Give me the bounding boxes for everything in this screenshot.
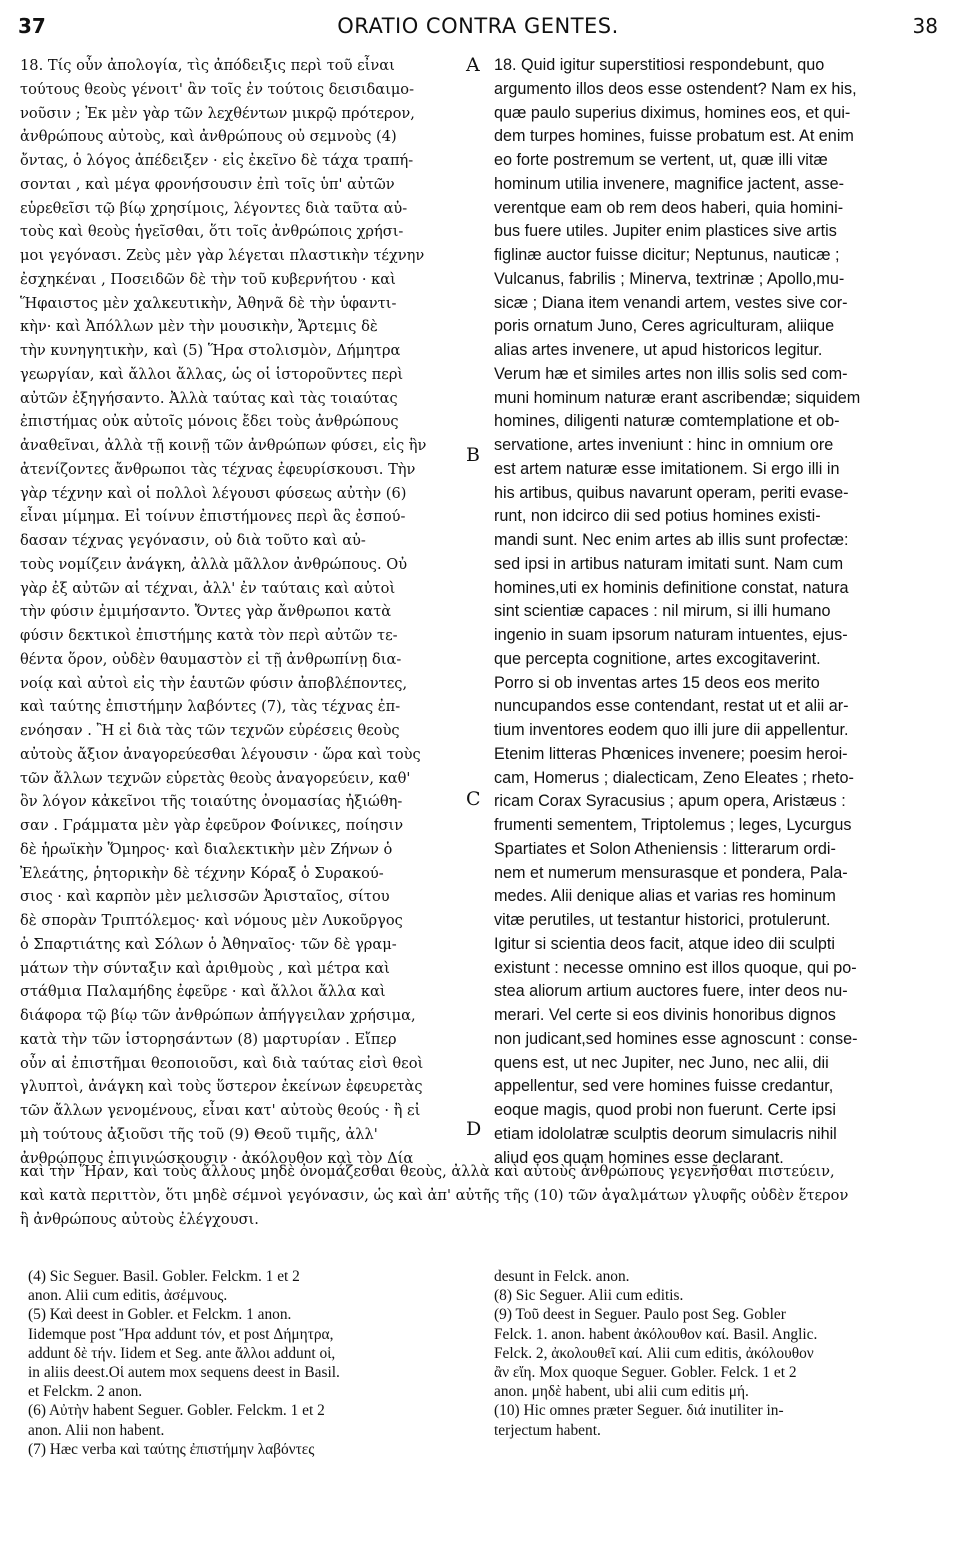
footnote-line: addunt δὲ τήν. Iidem et Seg. ante ἄλλοι addunt οἱ, — [28, 1344, 336, 1362]
footnote-line: anon. Alii non habent. — [28, 1421, 165, 1439]
footnote-line: (10) Hic omnes præter Seguer. διά inutiliter in- — [494, 1402, 784, 1420]
greek-text-line: τοὺς νομίζειν ἀνάγκη, ἀλλὰ μᾶλλον ἀνθρώπους. Οὐ — [20, 555, 408, 573]
latin-text-line: existunt : necesse omnino est illos quoque, qui po- — [494, 958, 857, 977]
latin-text-line: medes. Alii denique alias et varias res hominum — [494, 887, 836, 906]
greek-text-line: ὁ Σπαρτιάτης καὶ Σόλων ὁ Ἀθηναῖος· τῶν δὲ γραμ- — [20, 935, 397, 953]
greek-text-line: εἶναι μίμημα. Εἰ τοίνυν ἐπιστήμονες περὶ ἃς ἐσπού- — [20, 508, 406, 526]
greek-text-line: τῶν ἄλλων τεχνῶν εὑρετὰς θεοὺς ἀναγορεύειν, καθ' — [20, 769, 411, 787]
latin-text-line: ricam Corax Syracusius ; apum opera, Aristæus : — [494, 792, 846, 811]
latin-text-line: vitæ perutiles, ut testantur historici, protulerunt. — [494, 911, 831, 929]
greek-text-column — [20, 54, 462, 1170]
latin-text-line: eoque magis, quod probi non fuerunt. Certe ipsi — [494, 1101, 836, 1119]
latin-text-line: appellentur, sed vere homines fuisse credantur, — [494, 1077, 834, 1096]
greek-text-line: γὰρ τέχνην καὶ οἱ πολλοὶ λέγουσι φύσεως αὐτὴν (6) — [20, 484, 407, 502]
greek-text-line: ἀτενίζοντες ἄνθρωποι τὰς τέχνας ἐφευρίσκουσι. Τὴν — [20, 460, 416, 478]
latin-text-line: frumenti sementem, Triptolemus ; leges, Lycurgus — [494, 816, 852, 834]
latin-text-line: verentque eam ob rem deos haberi, quia homini- — [494, 198, 844, 217]
footnote-line: anon. μηδὲ habent, ubi alii cum editis μή. — [494, 1383, 749, 1401]
footnotes-right-column — [494, 1267, 939, 1440]
section-marker-b: B — [466, 444, 480, 466]
greek-text-line: ἐπιστήμας οὐκ αὐτοῖς μόνοις ἔδει τοὺς ἀνθρώπους — [20, 413, 399, 431]
latin-text-line: sicæ ; Diana item venandi artem, vestes sive cor- — [494, 293, 848, 312]
latin-text-line: quens est, ut nec Jupiter, nec Juno, nec alii, dii — [494, 1053, 829, 1072]
footnote-line: (8) Sic Seguer. Alii cum editis. — [494, 1287, 684, 1305]
greek-text-line: γὰρ ἐξ αὐτῶν αἱ τέχναι, ἀλλ' ἐν ταύταις καὶ αὐτοὶ — [20, 579, 396, 597]
footnote-line: ἂν εἴη. Mox quoque Seguer. Gobler. Felck. 1 et 2 — [494, 1363, 797, 1381]
running-header — [18, 14, 938, 44]
latin-text-line: merari. Vel certe si eos divinis honoribus dignos — [494, 1006, 836, 1024]
greek-text-line: ἀνθρώπους ἐπιγινώσκουσιν · ἀκόλουθον καὶ τὸν Δία — [20, 1149, 414, 1167]
latin-text-line: mandi sunt. Nec enim artes ab illis sunt profectæ: — [494, 531, 849, 549]
latin-text-line: ingenio in suam ipsorum naturam intuentes, ejus- — [494, 626, 848, 644]
latin-text-line: Spartiates et Solon Atheniensis : litterarum ordi- — [494, 839, 836, 858]
footnote-line: (5) Καὶ deest in Gobler. et Felckm. 1 anon. — [28, 1306, 292, 1324]
latin-text-line: homines,uti ex hominis definitione constat, natura — [494, 578, 849, 597]
footnote-line: (9) Τοῦ deest in Seguer. Paulo post Seg. Gobler — [494, 1306, 786, 1324]
latin-text-line: cam, Homerus ; dialecticam, Zeno Eleates ; rheto- — [494, 768, 854, 787]
latin-text-line: poris ornatum Juno, Ceres agriculturam, aliique — [494, 317, 835, 336]
greek-continuation-line: καὶ κατὰ περιττὸν, ὅτι μηδὲ σέμνοὶ γεγόνασιν, ὡς καὶ ἀπ' αὐτῆς τῆς (10) τῶν ἀγαλμάτων γλυφῆς οὐδὲν ἕτερον — [20, 1186, 849, 1204]
greek-text-line: ενόησαν . Ἢ εἰ διὰ τὰς τῶν τεχνῶν εὑρέσεις θεοὺς — [20, 722, 400, 739]
greek-continuation-line: ἢ ἀνθρώπους αὐτοὺς ἐλέγχουσι. — [20, 1210, 259, 1228]
greek-full-width-continuation — [20, 1160, 938, 1231]
footnote-line: desunt in Felck. anon. — [494, 1268, 630, 1285]
greek-text-line: φύσιν δεκτικοὶ ἐπιστήμης κατὰ τὸν περὶ αὐτῶν τε- — [20, 627, 398, 644]
section-marker-a: A — [466, 54, 480, 76]
latin-text-line: 18. Quid igitur superstitiosi respondebunt, quo — [494, 56, 825, 74]
margin-section-markers — [462, 54, 490, 1174]
latin-text-line: figlinæ auctor fuisse dicitur; Neptunus, nauticæ ; — [494, 246, 840, 264]
latin-text-line: runt, non idcirco dii sed potius homines existi- — [494, 507, 821, 526]
page-number-right: 38 — [912, 14, 938, 38]
running-title: ORATIO CONTRA GENTES. — [337, 14, 619, 38]
greek-continuation-line: καὶ τὴν Ἥραν, καὶ τοὺς ἄλλους μηδὲ ὀνομάζεσθαι θεοὺς, ἀλλὰ καὶ αὐτοὺς ἀνθρώπους γεγενῆσθαι πιστεύειν, — [20, 1163, 835, 1180]
latin-text-column — [494, 54, 939, 1170]
latin-text-line: est artem naturæ esse imitationem. Si ergo illi in — [494, 459, 840, 478]
latin-text-line: hominum utilia invenere, magnifice jactent, asse- — [494, 174, 844, 193]
section-marker-d: D — [466, 1118, 482, 1140]
greek-text-line: αὐτῶν ἐξηγήσαντο. Ἀλλὰ ταύτας καὶ τὰς τοιαύτας — [20, 389, 398, 407]
greek-text-line: μὴ τούτους ἀξιοῦσι τῆς τοῦ (9) Θεοῦ τιμῆς, ἀλλ' — [20, 1125, 378, 1143]
greek-text-line: Ἥφαιστος μὲν χαλκευτικὴν, Ἀθηνᾶ δὲ τὴν ὑφαντι- — [20, 294, 397, 312]
greek-text-line: αὐτοὺς ἄξιον ἀναγορεύεσθαι λέγουσιν · ὥρα καὶ τοὺς — [20, 745, 421, 763]
greek-text-line: εὑρεθεῖσι τῷ βίῳ χρησίμοις, λέγοντες διὰ ταῦτα αὐ- — [20, 199, 408, 217]
latin-text-line: his artibus, quibus navarunt operam, periti evase- — [494, 483, 849, 502]
greek-text-line: νοῦσιν ; Ἐκ μὲν γὰρ τῶν λεχθέντων μικρῷ πρότερον, — [20, 104, 415, 122]
greek-text-line: στάθμια Παλαμήδης ἐφεῦρε · καὶ ἄλλοι ἄλλα καὶ — [20, 983, 386, 1001]
latin-text-line: sed ipsi in artibus naturam imitati sunt. Nam cum — [494, 554, 844, 573]
footnote-line: et Felckm. 2 anon. — [28, 1383, 143, 1401]
section-marker-c: C — [466, 788, 481, 810]
latin-text-line: que percepta cognitione, artes excogitaverint. — [494, 649, 821, 668]
greek-text-line: Ἐλεάτης, ῥητορικὴν δὲ τέχνην Κόραξ ὁ Συρακού- — [20, 864, 384, 882]
latin-text-line: non judicant,sed homines esse agnoscunt : conse- — [494, 1029, 858, 1048]
greek-text-line: ὃν λόγον κἀκεῖνοι τῆς τοιαύτης ὀνομασίας ἠξιώθη- — [20, 793, 403, 811]
footnote-line: anon. Alii cum editis, ἀσέμνους. — [28, 1287, 228, 1305]
greek-text-line: σιος · καὶ καρπὸν μὲν μελισσῶν Ἀρισταῖος, σίτου — [20, 888, 390, 906]
latin-text-line: nem et numerum mensurasque et pondera, Pala- — [494, 863, 848, 882]
greek-text-line: νοίᾳ καὶ αὐτοὶ εἰς τὴν ἑαυτῶν φύσιν ἀποβλέποντες, — [20, 674, 408, 692]
greek-text-line: ὄντας, ὁ λόγος ἀπέδειξεν · εἰς ἐκεῖνο δὲ τάχα τραπή- — [20, 152, 414, 169]
footnote-line: Felck. 2, ἀκολουθεῖ καί. Alii cum editis, ἀκόλουθον — [494, 1344, 814, 1362]
footnote-line: in aliis deest.Οἱ autem mox sequens deest in Basil. — [28, 1363, 340, 1381]
greek-text-line: γλυπτοὶ, ἀνάγκη καὶ τοὺς ὕστερον ἐκείνων ἐφευρετὰς — [20, 1078, 423, 1096]
greek-text-line: διάφορα τῷ βίῳ τῶν ἀνθρώπων ἀπήγγειλαν χρήσιμα, — [20, 1007, 416, 1024]
latin-text-line: dem turpes homines, fuisse probatum est. At enim — [494, 127, 854, 146]
latin-text-line: aliud eos quam homines esse declarant. — [494, 1148, 784, 1167]
greek-text-line: τὴν κυνηγητικὴν, καὶ (5) Ἥρα στολισμὸν, Δήμητρα — [20, 342, 401, 359]
latin-text-line: nuncupandos esse contendant, restat ut et alii ar- — [494, 697, 849, 716]
footnote-line: Felck. 1. anon. habent ἀκόλουθον καί. Basil. Anglic. — [494, 1325, 818, 1343]
latin-text-line: argumento illos deos esse ostendent? Nam ex his, — [494, 79, 857, 98]
greek-text-line: ἐσχηκέναι , Ποσειδῶν δὲ τὴν τοῦ κυβερνήτου · καὶ — [20, 270, 396, 288]
latin-text-line: Porro si ob inventas artes 15 deos eos merito — [494, 673, 820, 692]
greek-text-line: 18. Τίς οὖν ἀπολογία, τὶς ἀπόδειξις περὶ τοῦ εἶναι — [20, 57, 395, 74]
latin-text-line: homines, diligenti naturæ comtemplatione et ob- — [494, 412, 840, 431]
greek-text-line: ἀναθεῖναι, ἀλλὰ τῇ κοινῇ τῶν ἀνθρώπων φύσει, εἰς ἣν — [20, 437, 427, 454]
greek-text-line: θέντα ὅρον, οὐδὲν θαυμαστὸν εἰ τῇ ἀνθρωπίνῃ δια- — [20, 650, 402, 668]
greek-text-line: καὶ ταύτης ἐπιστήμην λαβόντες (7), τὰς τέχνας ἐπ- — [20, 698, 401, 716]
greek-text-line: οὖν αἱ ἐπιστῆμαι θεοποιοῦσι, καὶ διὰ ταύτας εἰσὶ θεοὶ — [20, 1054, 424, 1072]
greek-text-line: τῶν ἄλλων γενομένους, εἶναι κατ' αὐτοὺς θεούς · ἢ εἰ — [20, 1102, 421, 1119]
latin-text-line: muni hominum naturæ erant ascribendæ; siquidem — [494, 388, 861, 407]
greek-text-line: μάτων τὴν σύνταξιν καὶ ἀριθμοὺς , καὶ μέτρα καὶ — [20, 959, 390, 977]
latin-text-line: tium inventores eodem quo illi jure dii appellentur. — [494, 721, 849, 739]
greek-text-line: σονται , καὶ μέγα φρονήσουσιν ἐπὶ τοῖς ὑπ' αὐτῶν — [20, 175, 395, 193]
greek-text-line: δασαν τέχνας γεγόνασιν, οὐ διὰ τοῦτο καὶ αὐ- — [20, 532, 366, 549]
latin-text-line: Verum hæ et similes artes non illis solis sed com- — [494, 364, 848, 383]
footnote-line: (7) Hæc verba καὶ ταύτης ἐπιστήμην λαβόντες — [28, 1440, 315, 1458]
latin-text-line: etiam idololatræ sculptis deorum simulacris nihil — [494, 1124, 837, 1143]
greek-text-line: δὲ ἡρωϊκὴν Ὅμηρος· καὶ διαλεκτικὴν μὲν Ζήνων ὁ — [20, 840, 393, 858]
footnotes-left-column — [28, 1267, 478, 1459]
latin-text-line: bus fuere utiles. Jupiter enim plastices sive artis — [494, 222, 837, 241]
greek-text-line: δὲ σπορὰν Τριπτόλεμος· καὶ νόμους μὲν Λυκοῦργος — [20, 912, 403, 929]
greek-text-line: τοὺς καὶ θεοὺς ἡγεῖσθαι, ὅτι τοῖς ἀνθρώποις χρήσι- — [20, 223, 404, 241]
footnote-line: terjectum habent. — [494, 1421, 601, 1439]
greek-text-line: μοι γεγόνασι. Ζεὺς μὲν γὰρ λέγεται πλαστικὴν τέχνην — [20, 247, 425, 264]
latin-text-line: stea aliorum artium auctores fuere, inter deos nu- — [494, 982, 848, 1001]
greek-text-line: τούτους θεοὺς γένοιτ' ἂν τοῖς ἐν τούτοις δεισιδαιμο- — [20, 80, 415, 98]
latin-text-line: Etenim litteras Phœnices invenere; poesim heroi- — [494, 744, 848, 763]
latin-text-line: servatione, artes inveniunt : hinc in omnium ore — [494, 436, 834, 454]
latin-text-line: quæ paulo superius diximus, homines eos, et qui- — [494, 103, 851, 122]
footnote-line: (6) Αὐτὴν habent Seguer. Gobler. Felckm. 1 et 2 — [28, 1402, 325, 1420]
greek-text-line: τὴν φύσιν ἐμιμήσαντο. Ὄντες γὰρ ἄνθρωποι κατὰ — [20, 603, 392, 621]
greek-text-line: γεωργίαν, καὶ ἄλλοι ἄλλας, ὡς οἱ ἱστοροῦντες περὶ — [20, 365, 404, 383]
page-number-left: 37 — [18, 14, 46, 38]
greek-text-line: κὴν· καὶ Ἀπόλλων μὲν τὴν μουσικὴν, Ἄρτεμις δὲ — [20, 318, 378, 336]
greek-text-line: σαν . Γράμματα μὲν γὰρ ἐφεῦρον Φοίνικες, ποίησιν — [20, 817, 404, 834]
latin-text-line: sint scientiæ capaces : nil mirum, si illi humano — [494, 602, 831, 621]
footnote-line: (4) Sic Seguer. Basil. Gobler. Felckm. 1 et 2 — [28, 1268, 300, 1285]
latin-text-line: eo forte postremum se vertent, ut, quæ illi vitæ — [494, 151, 828, 169]
greek-text-line: ἀνθρώπους αὐτοὺς, καὶ ἀνθρώπους οὐ σεμνοὺς (4) — [20, 128, 397, 146]
latin-text-line: alias artes invenere, ut apud historicos legitur. — [494, 341, 823, 359]
footnote-line: Iidemque post Ἥρα addunt τόν, et post Δήμητρα, — [28, 1325, 334, 1343]
latin-text-line: Igitur si scientia deos facit, atque ideo dii sculpti — [494, 934, 836, 953]
latin-text-line: Vulcanus, fabrilis ; Minerva, textrinæ ; Apollo,mu- — [494, 269, 845, 288]
greek-text-line: κατὰ τὴν τῶν ἱστορησάντων (8) μαρτυρίαν . Εἴπερ — [20, 1030, 397, 1048]
